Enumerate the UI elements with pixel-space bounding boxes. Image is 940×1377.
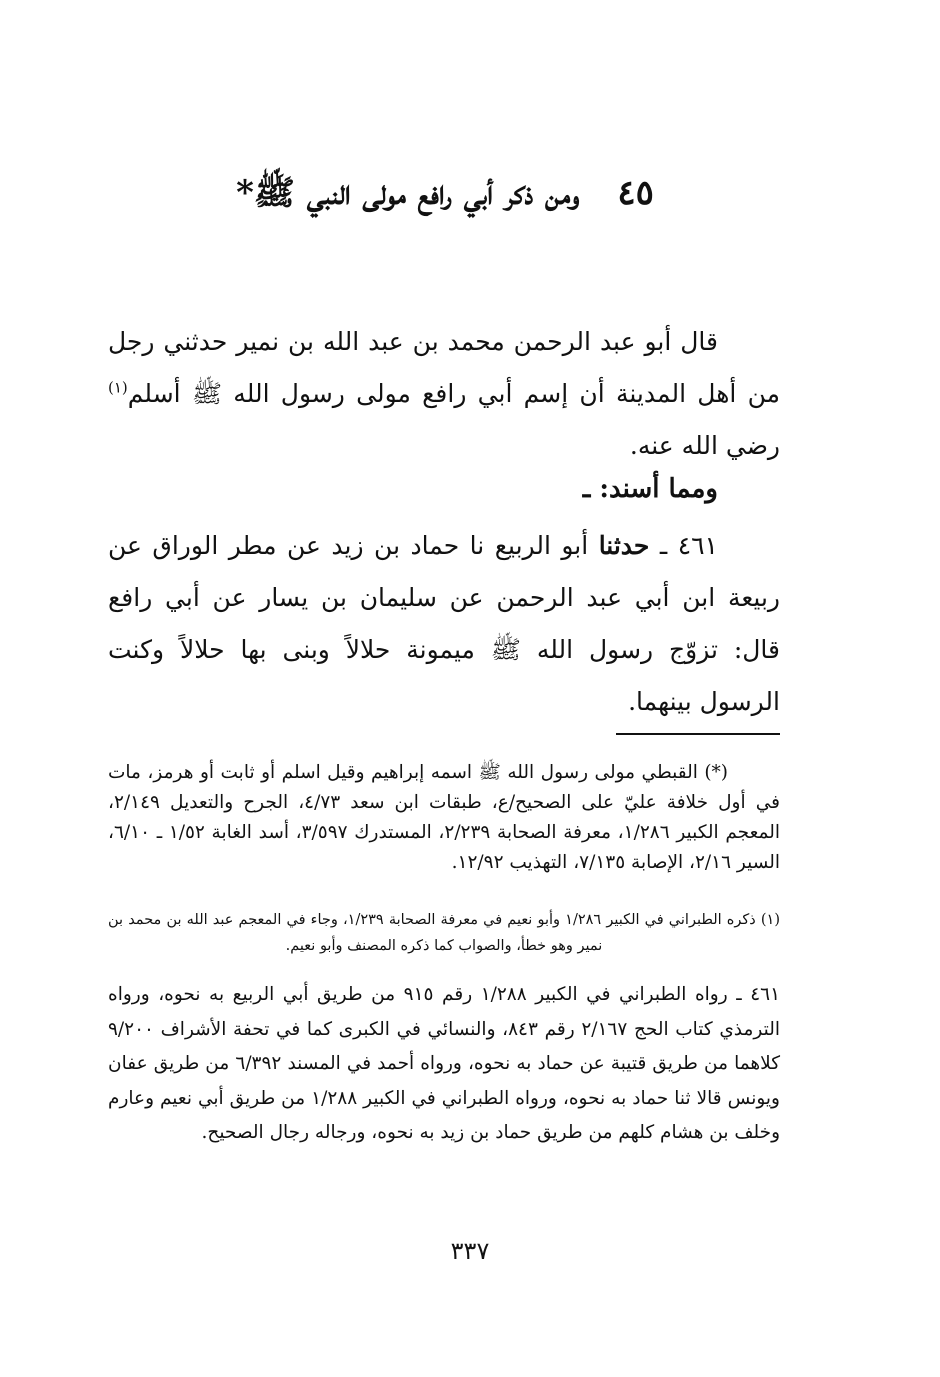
intro-text-end: رضي الله عنه.: [629, 431, 780, 460]
hadith-text: أبو الربيع نا حماد بن زيد عن مطر الوراق عن ربيعة ابن أبي عبد الرحمن عن سليمان بن يسار عن أبي رافع قال: تزوّج رسول الله ﷺ ميمونة حلالاً وبنى بها حلالاً وكنت الرسول بينهما.: [108, 531, 780, 716]
hadith-number: ٤٦١ ـ: [659, 531, 718, 560]
chapter-heading: [110, 170, 780, 216]
footnote-takhrij-461: ٤٦١ ـ رواه الطبراني في الكبير ١/٢٨٨ رقم ٩١٥ من طريق أبي الربيع به نحوه، ورواه الترمذي كتاب الحج ٢/١٦٧ رقم ٨٤٣، والنسائي في الكبرى كما في تحفة الأشراف ٩/٢٠٠ كلاهما من طريق قتيبة عن حماد به نحوه، ورواه أحمد في المسند ٦/٣٩٢ من طريق عفان ويونس قالا ثنا حماد به نحوه، ورواه الطبراني في الكبير ١/٢٨٨ من طريق أبي نعيم وعارم وخلف بن هشام كلهم من طريق حماد بن زيد به نحوه، ورجاله رجال الصحيح.: [108, 984, 781, 1143]
chapter-number: ٤٥: [617, 173, 654, 213]
hadith-paragraph: [108, 520, 780, 728]
page-number: ٣٣٧: [450, 1237, 490, 1265]
hadith-haddathana: حدثنا: [598, 531, 650, 560]
footnote-divider: [616, 733, 780, 735]
section-subheading: ومما أسند: ـ: [582, 474, 718, 504]
footnote-biography: (*) القبطي مولى رسول الله ﷺ اسمه إبراهيم وقيل اسلم أو ثابت أو هرمز، مات في أول خلافة عليّ على الصحيح/ع، طبقات ابن سعد ٤/٧٣، الجرح والتعديل ٢/١٤٩، المعجم الكبير ١/٢٨٦، معرفة الصحابة ٢/٢٣٩، المستدرك ٣/٥٩٧، أسد الغابة ١/٥٢ ـ ٦/١٠، السير ٢/١٦، الإصابة ٧/١٣٥، التهذيب ١٢/٩٢.: [108, 762, 781, 873]
intro-paragraph: [108, 316, 780, 472]
footnote-1: (١) ذكره الطبراني في الكبير ١/٢٨٦ وأبو نعيم في معرفة الصحابة ١/٢٣٩، وجاء في المعجم عبد الله بن محمد بن نمير وهو خطأ، والصواب كما ذكره المصنف وأبو نعيم.: [108, 912, 780, 954]
chapter-title: ومن ذكر أبي رافع مولى النبي ﷺ*: [236, 173, 580, 213]
intro-text: قال أبو عبد الرحمن محمد بن عبد الله بن نمير حدثني رجل من أهل المدينة أن إسم أبي رافع مولى رسول الله ﷺ أسلم: [108, 327, 780, 408]
footnote-reference: (١): [108, 378, 128, 397]
